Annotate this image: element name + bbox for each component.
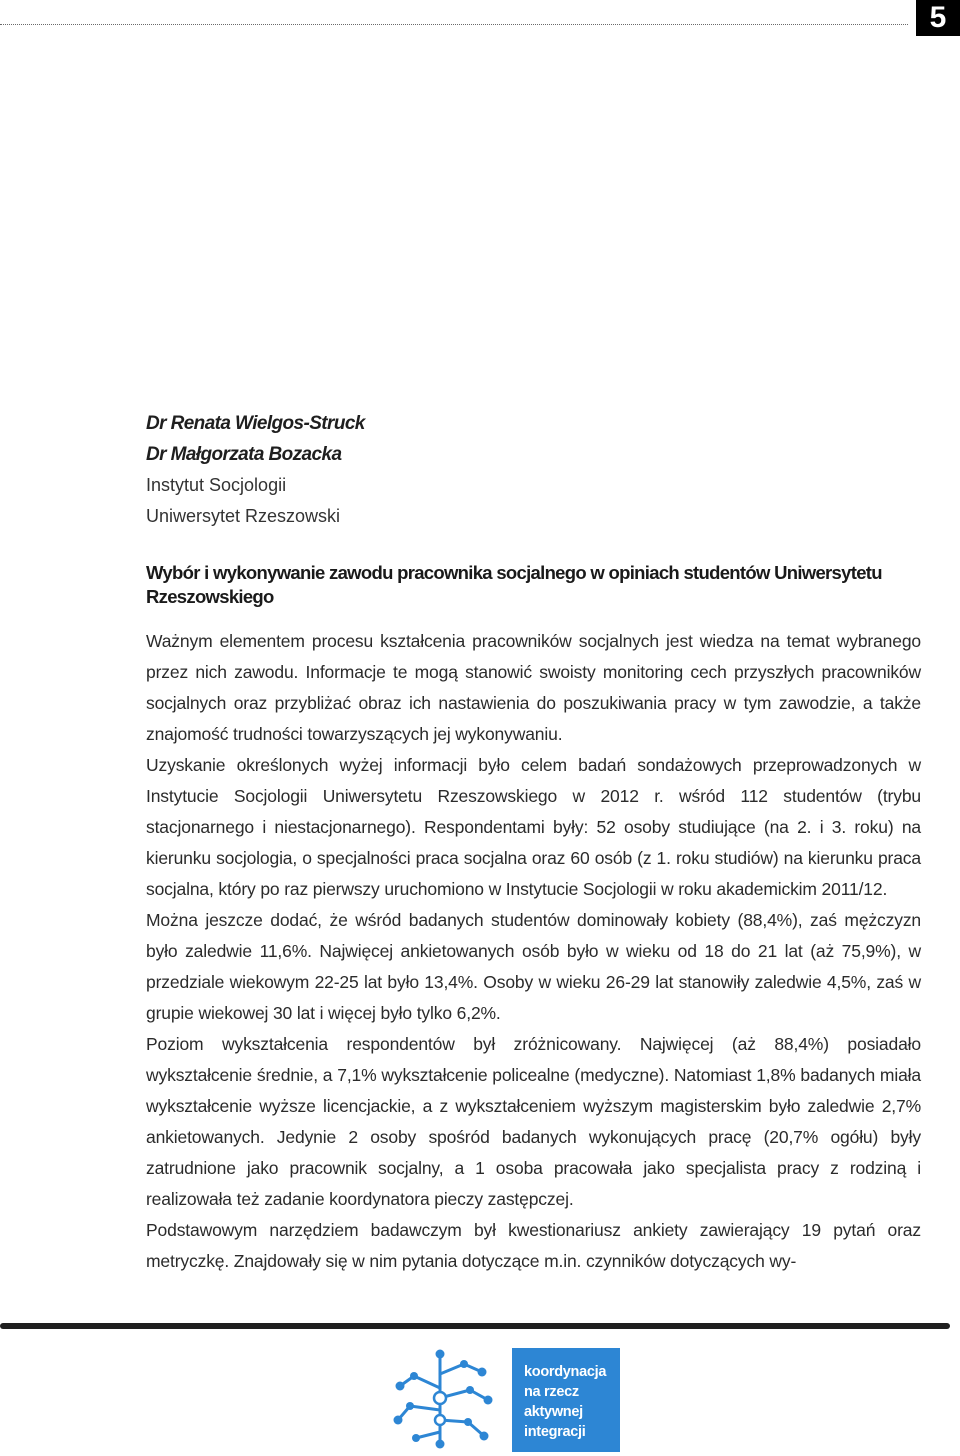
- logo-text-line: integracji: [524, 1424, 586, 1440]
- logo-text-line: koordynacja: [524, 1364, 607, 1380]
- affiliation-university: Uniwersytet Rzeszowski: [146, 506, 341, 526]
- logo-text-box: [512, 1348, 620, 1452]
- paragraph: Uzyskanie określonych wyżej informacji było celem badań sondażowych przeprowadzonych w Instytucie Socjologii Uniwersytetu Rzeszowskiego w 2012 r. wśród 112 studentów (trybu stacjonarnego i niestacjonarnego). Respondentami były: 52 osoby studiujące (na 2. i 3. roku) na kierunku socjologia, o specjalności praca socjalna oraz 60 osób (z 1. roku studiów) na kierunku praca socjalna, który po raz pierwszy uruchomiono w Instytucie Socjologii w roku akademickim 2011/12.: [146, 755, 921, 899]
- author-name: Dr Renata Wielgos-Struck: [146, 413, 365, 434]
- footer-rule: [0, 1323, 950, 1329]
- molecule-network-icon: [392, 1346, 500, 1454]
- author-block: [146, 408, 926, 532]
- page-number: 5: [916, 0, 960, 36]
- paragraph: Podstawowym narzędziem badawczym był kwestionariusz ankiety zawierający 19 pytań oraz metryczkę. Znajdowały się w nim pytania dotyczące m.in. czynników dotyczących wy-: [146, 1220, 921, 1271]
- article-title: Wybór i wykonywanie zawodu pracownika socjalnego w opiniach studentów Uniwersytetu Rzeszowskiego: [146, 562, 882, 607]
- paragraph: Można jeszcze dodać, że wśród badanych studentów dominowały kobiety (88,4%), zaś mężczyzn było zaledwie 11,6%. Najwięcej ankietowanych osób było w wieku od 18 do 21 lat (aż 75,9%), w przedziale wiekowym 22-25 lat było 13,4%. Osoby w wieku 26-29 lat stanowiły zaledwie 4,5%, zaś w grupie wiekowej 30 lat i więcej było tylko 6,2%.: [146, 910, 921, 1023]
- affiliation-institute: Instytut Socjologii: [146, 475, 287, 495]
- article-body: [146, 626, 921, 1277]
- author-name: Dr Małgorzata Bozacka: [146, 444, 342, 465]
- paragraph: Poziom wykształcenia respondentów był zróżnicowany. Najwięcej (aż 88,4%) posiadało wykształcenie średnie, a 7,1% wykształcenie policealne (medyczne). Natomiast 1,8% badanych miała wykształcenie wyższe licencjackie, a z wykształceniem wyższym magisterskim było zaledwie 2,7% ankietowanych. Jedynie 2 osoby spośród badanych wykonujących pracę (20,7% ogółu) były zatrudnione jako pracownik socjalny, a 1 osoba pracowała jako specjalista pracy z rodziną i realizowała też zadanie koordynatora pieczy zastępczej.: [146, 1034, 921, 1209]
- logo-text-line: na rzecz: [524, 1384, 579, 1400]
- paragraph: Ważnym elementem procesu kształcenia pracowników socjalnych jest wiedza na temat wybranego przez nich zawodu. Informacje te mogą stanowić swoisty monitoring cech przyszłych pracowników socjalnych oraz przybliżać obraz ich nastawienia do poszukiwania pracy w tym zawodzie, a także znajomość trudności towarzyszących jej wykonywaniu.: [146, 631, 921, 744]
- logo-text-line: aktywnej: [524, 1404, 583, 1420]
- header-dotted-rule: [0, 24, 908, 25]
- footer-logo: [392, 1346, 622, 1454]
